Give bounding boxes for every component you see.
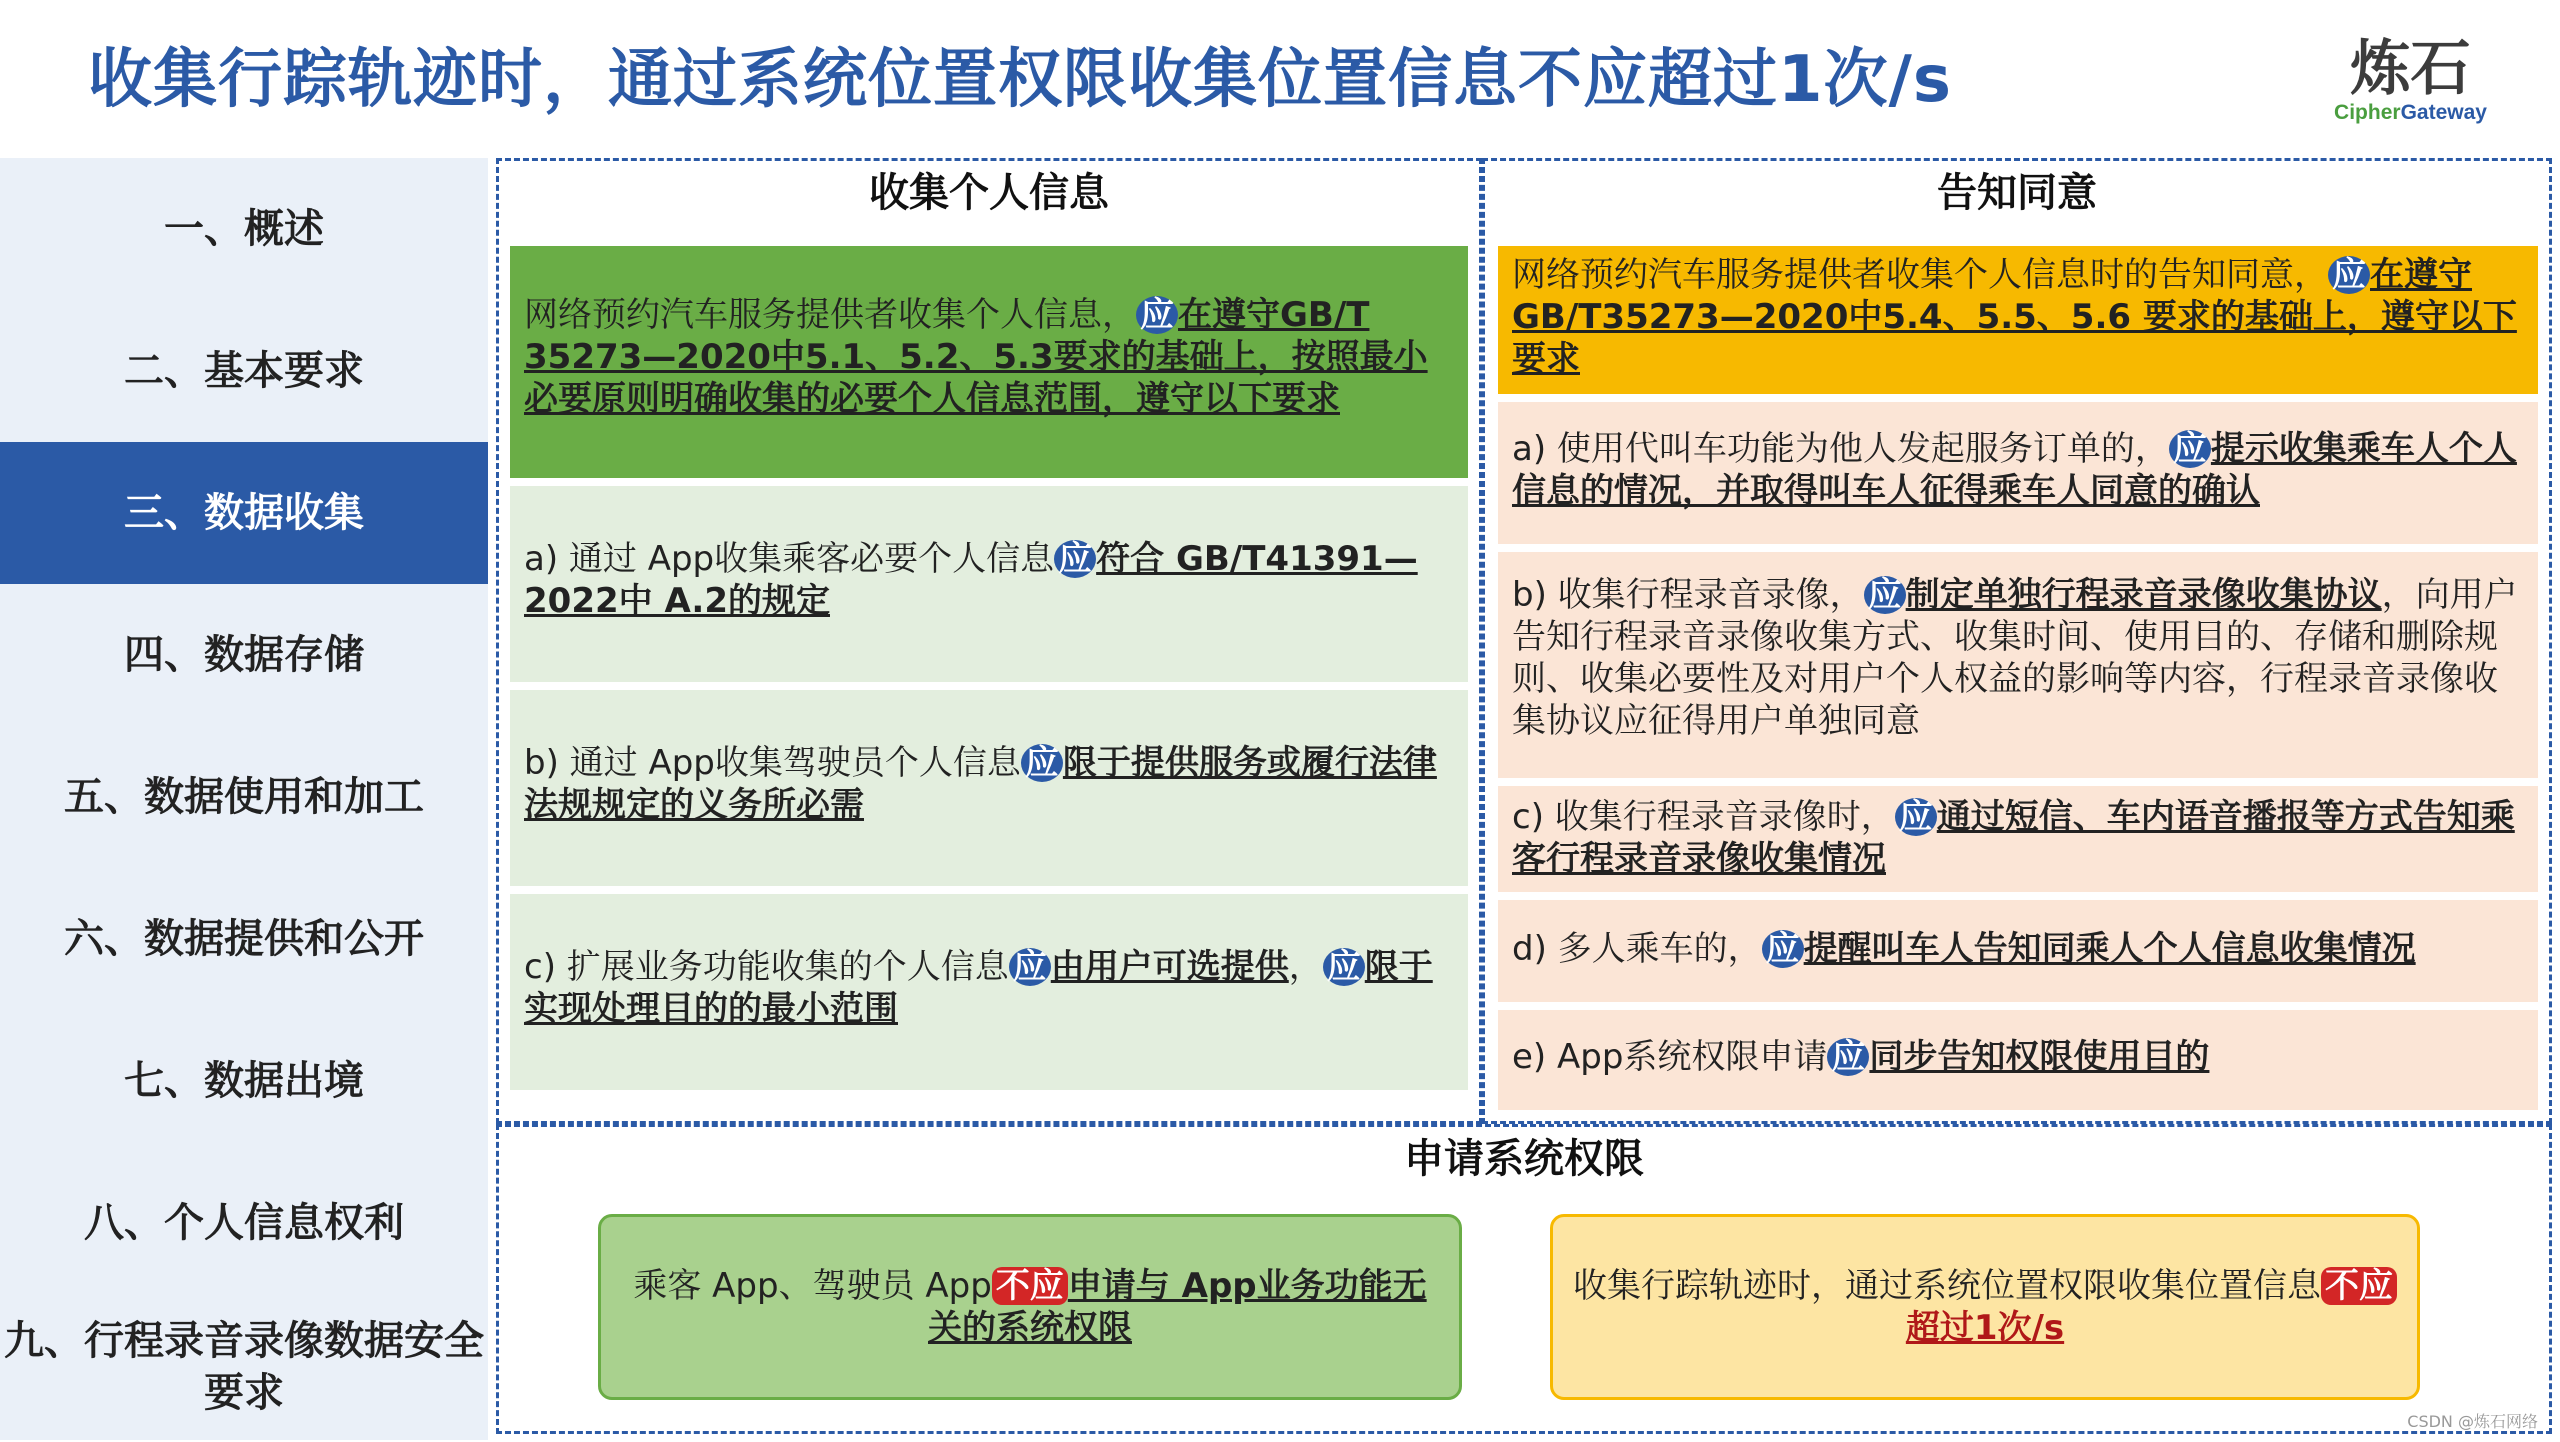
logo-brand-b: Gateway — [2400, 101, 2487, 124]
sidebar-item-overview[interactable]: 一、概述 — [0, 158, 488, 302]
collect-a-requirement: 符合 GB/T41391—2022中 A.2的规定 — [524, 539, 1418, 621]
collect-intro-text: 网络预约汽车服务提供者收集个人信息， — [524, 295, 1136, 335]
consent-item-b — [1498, 552, 2538, 778]
should-badge: 应 — [1864, 576, 1906, 614]
sidebar-item-recording-security[interactable]: 九、行程录音录像数据安全要求 — [0, 1294, 488, 1442]
should-badge: 应 — [1054, 540, 1096, 578]
should-badge: 应 — [1323, 948, 1365, 986]
should-badge: 应 — [1136, 296, 1178, 334]
collect-intro — [510, 246, 1468, 478]
should-badge: 应 — [2328, 256, 2370, 294]
permission-passenger-driver — [598, 1214, 1462, 1400]
should-badge: 应 — [1009, 948, 1051, 986]
consent-intro-requirement: 在遵守GB/T35273—2020中5.4、5.5、5.6 要求的基础上，遵守以下要求 — [1512, 255, 2517, 379]
collect-intro-requirement: 在遵守GB/T 35273—2020中5.1、5.2、5.3要求的基础上，按照最小必要原则明确收集的必要个人信息范围，遵守以下要求 — [524, 295, 1428, 419]
collect-a-text: a) 通过 App收集乘客必要个人信息 — [524, 539, 1055, 579]
consent-intro-text: 网络预约汽车服务提供者收集个人信息时的告知同意， — [1512, 255, 2328, 295]
consent-item-c — [1498, 786, 2538, 892]
should-badge: 应 — [2169, 430, 2211, 468]
collect-item-c — [510, 894, 1468, 1090]
consent-d-text: d) 多人乘车的， — [1512, 929, 1762, 969]
permission-heading: 申请系统权限 — [1404, 1136, 1644, 1182]
should-not-badge: 不应 — [2321, 1267, 2397, 1305]
sidebar-item-cross-border[interactable]: 七、数据出境 — [0, 1010, 488, 1154]
permission-location-frequency — [1550, 1214, 2420, 1400]
consent-b-text: b) 收集行程录音录像， — [1512, 575, 1864, 615]
sidebar-item-basic-requirements[interactable]: 二、基本要求 — [0, 300, 488, 444]
should-badge: 应 — [1827, 1038, 1869, 1076]
consent-intro — [1498, 246, 2538, 394]
company-logo — [2318, 36, 2503, 126]
collect-c-requirement-1: 由用户可选提供 — [1050, 947, 1289, 987]
consent-e-text: e) App系统权限申请 — [1512, 1037, 1828, 1077]
perm-right-text: 收集行踪轨迹时，通过系统位置权限收集位置信息 — [1573, 1266, 2321, 1306]
consent-a-requirement: 提示收集乘车人个人信息的情况，并取得叫车人征得乘车人同意的确认 — [1512, 429, 2517, 511]
consent-e-requirement: 同步告知权限使用目的 — [1869, 1037, 2210, 1077]
collect-item-a — [510, 486, 1468, 682]
consent-b-requirement: 制定单独行程录音录像收集协议 — [1905, 575, 2382, 615]
logo-mark: 炼石 — [2350, 34, 2471, 104]
sidebar-nav — [0, 158, 492, 1440]
perm-right-requirement: 超过1次/s — [1905, 1308, 2065, 1348]
perm-left-text: 乘客 App、驾驶员 App — [633, 1266, 992, 1306]
should-badge: 应 — [1762, 930, 1804, 968]
consent-a-text: a) 使用代叫车功能为他人发起服务订单的， — [1512, 429, 2169, 469]
logo-brand-a: Cipher — [2334, 101, 2401, 124]
should-not-badge: 不应 — [992, 1267, 1068, 1305]
consent-item-a — [1498, 402, 2538, 544]
collect-c-separator: ， — [1288, 947, 1323, 987]
collect-b-text: b) 通过 App收集驾驶员个人信息 — [524, 743, 1021, 783]
watermark: CSDN @炼石网络 — [2407, 1412, 2538, 1431]
sidebar-item-data-provision[interactable]: 六、数据提供和公开 — [0, 868, 488, 1012]
sidebar-item-data-storage[interactable]: 四、数据存储 — [0, 584, 488, 728]
sidebar-item-data-use[interactable]: 五、数据使用和加工 — [0, 726, 488, 870]
should-badge: 应 — [1895, 798, 1937, 836]
page-title: 收集行踪轨迹时，通过系统位置权限收集位置信息不应超过1次/s — [88, 43, 1952, 117]
perm-left-requirement: 申请与 App业务功能无关的系统权限 — [928, 1266, 1427, 1348]
logo-brand — [2318, 102, 2503, 124]
consent-b-detail: ，向用户告知行程录音录像收集方式、收集时间、使用目的、存储和删除规则、收集必要性及对用户个人权益的影响等内容，行程录音录像收集协议应征得用户单独同意 — [1512, 575, 2518, 741]
consent-heading: 告知同意 — [1937, 170, 2097, 216]
consent-d-requirement: 提醒叫车人告知同乘人个人信息收集情况 — [1803, 929, 2416, 969]
collect-c-requirement-2: 限于实现处理目的的最小范围 — [524, 947, 1433, 1029]
collect-b-requirement: 限于提供服务或履行法律法规规定的义务所必需 — [524, 743, 1437, 825]
collect-item-b — [510, 690, 1468, 886]
collect-heading: 收集个人信息 — [869, 170, 1109, 216]
should-badge: 应 — [1021, 744, 1063, 782]
sidebar-item-personal-rights[interactable]: 八、个人信息权利 — [0, 1152, 488, 1296]
consent-item-e — [1498, 1010, 2538, 1110]
sidebar-item-data-collection[interactable]: 三、数据收集 — [0, 442, 488, 586]
collect-c-text: c) 扩展业务功能收集的个人信息 — [524, 947, 1009, 987]
consent-c-text: c) 收集行程录音录像时， — [1512, 797, 1895, 837]
consent-item-d — [1498, 900, 2538, 1002]
consent-c-requirement: 通过短信、车内语音播报等方式告知乘客行程录音录像收集情况 — [1512, 797, 2515, 879]
